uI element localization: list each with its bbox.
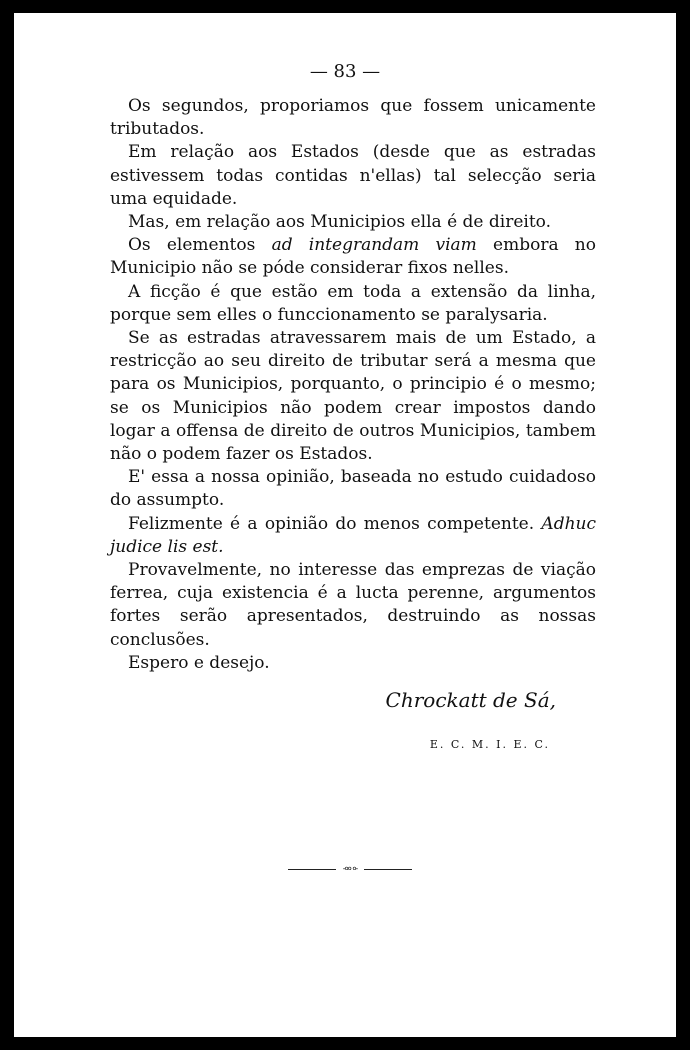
paragraph-4 bbox=[110, 234, 596, 280]
paragraph-6: Se as estradas atravessarem mais de um Estado, a restricção ao seu direito de tributar será a mesma que para os Municipios, porquanto, o principio é o mesmo; se os Municipios não podem crear impostos dando logar a offensa de direito de outros Municipios, tambem não o podem fazer os Estados. bbox=[110, 328, 596, 465]
book-page bbox=[14, 13, 676, 1037]
paragraph-2: Em relação aos Estados (desde que as estradas estivessem todas contidas n'ellas) tal selecção seria uma equidade. bbox=[110, 142, 596, 209]
ornament-line-right bbox=[364, 869, 412, 870]
author-affiliation: E. C. M. I. E. C. bbox=[429, 738, 550, 751]
page-number: — 83 — bbox=[309, 61, 381, 82]
author-signature: Chrockatt de Sá, bbox=[385, 688, 556, 712]
paragraph-1: Os segundos, proporiamos que fossem unicamente tributados. bbox=[110, 96, 596, 140]
paragraph-4-pre: Os elementos bbox=[128, 235, 272, 256]
paragraph-10: Espero e desejo. bbox=[128, 652, 270, 673]
paragraph-4-italic: ad integrandam viam bbox=[271, 235, 477, 256]
paragraph-8-italic: Adhuc judice lis est. bbox=[110, 513, 596, 557]
paragraph-9: Provavelmente, no interesse das emprezas de viação ferrea, cuja existencia é a lucta perenne, argumentos fortes serão apresentados, destruindo as nossas conclusões. bbox=[110, 560, 596, 650]
paragraph-7: E' essa a nossa opinião, baseada no estudo cuidadoso do assumpto. bbox=[110, 467, 596, 511]
paragraph-4-post: embora no Municipio não se póde considerar fixos nelles. bbox=[110, 235, 596, 279]
end-ornament bbox=[288, 864, 412, 876]
paragraph-5: A ficção é que estão em toda a extensão da linha, porque sem elles o funccionamento se paralysaria. bbox=[110, 281, 596, 325]
ornament-center: -०० ०- bbox=[342, 864, 358, 873]
body-text bbox=[110, 95, 596, 675]
paragraph-3: Mas, em relação aos Municipios ella é de direito. bbox=[128, 212, 551, 233]
paragraph-8 bbox=[110, 513, 596, 559]
paragraph-8-pre: Felizmente é a opinião do menos competente. bbox=[128, 513, 542, 534]
ornament-line-left bbox=[288, 869, 336, 870]
